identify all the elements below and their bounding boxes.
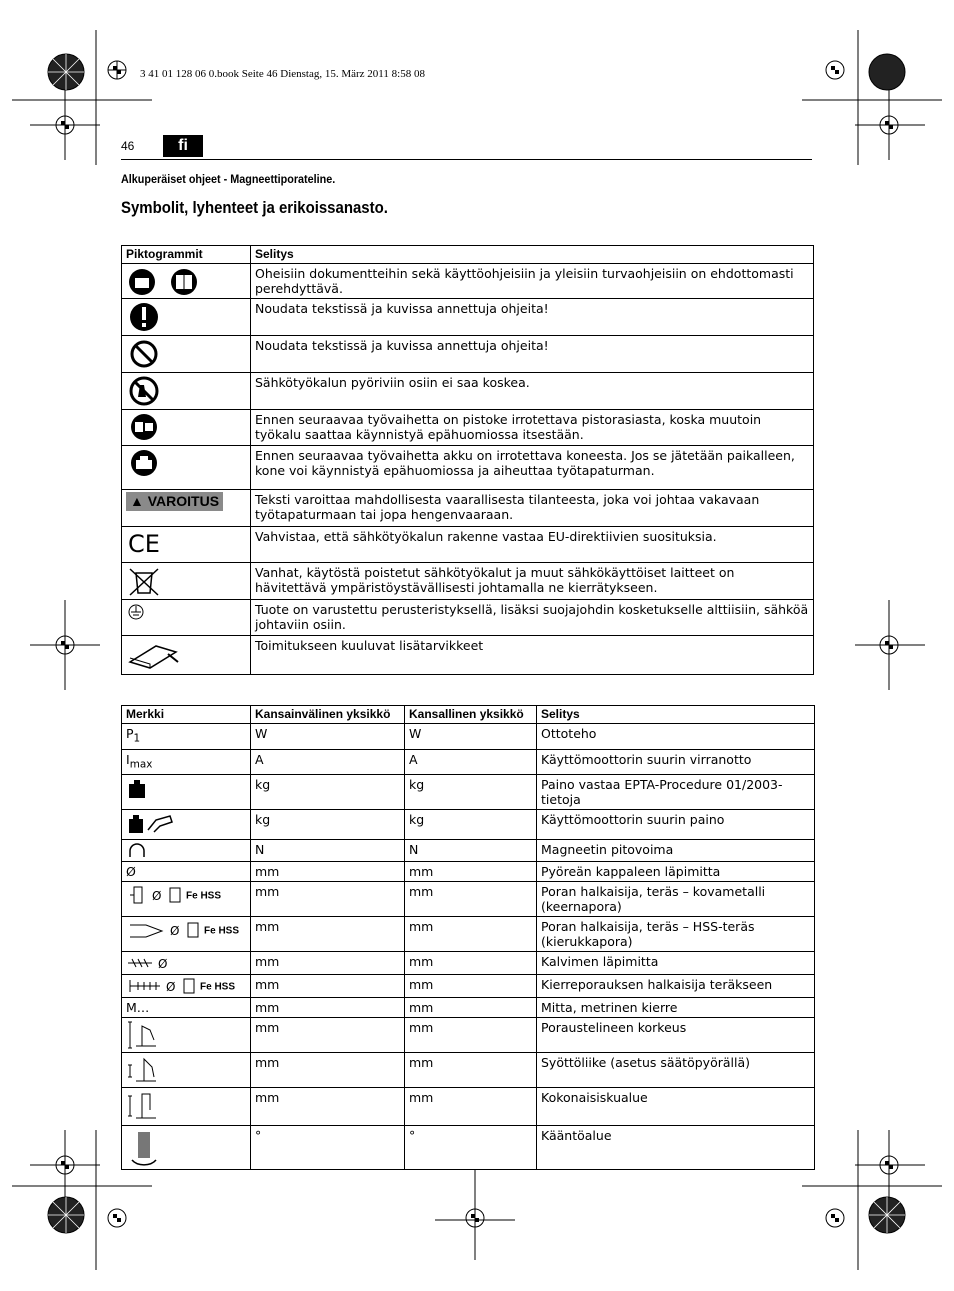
- table-row: [122, 1053, 815, 1088]
- natl-unit-cell: mm: [405, 975, 537, 998]
- description-cell: Kierreporauksen halkaisija teräkseen: [537, 975, 815, 998]
- table-row: [122, 410, 814, 446]
- reamer-icon: [126, 954, 174, 972]
- description-cell: Teksti varoittaa mahdollisesta vaarallisesta tilanteesta, joka voi johtaa vakavaan työtapaturmaan tai jopa hengenvaaraan.: [251, 490, 814, 527]
- description-cell: Paino vastaa EPTA-Procedure 01/2003-tietoja: [537, 775, 815, 810]
- table-header-row: [122, 706, 815, 724]
- description-cell: Ennen seuraavaa työvaihetta akku on irrotettava koneesta. Jos se jätetään paikalleen, kone voi käynnistyä epähuomiossa ja aiheuttaa työtapaturman.: [251, 446, 814, 490]
- feed-travel-icon: [126, 1055, 162, 1085]
- table-row: [122, 975, 815, 998]
- intl-unit-cell: mm: [251, 862, 405, 882]
- description-cell: Mitta, metrinen kierre: [537, 998, 815, 1018]
- description-cell: Vanhat, käytöstä poistetut sähkötyökalut ja muut sähkökäyttöiset laitteet on hävitettävä ympäristöystävällisesti johtamalla ne kierrätykseen.: [251, 563, 814, 600]
- intl-unit-cell: W: [251, 724, 405, 750]
- natl-unit-cell: mm: [405, 1053, 537, 1088]
- table-row: [122, 600, 814, 636]
- warning-triangle-icon: ▲: [130, 493, 144, 509]
- intl-unit-cell: A: [251, 749, 405, 775]
- table-row: [122, 840, 815, 862]
- table-row: [122, 998, 815, 1018]
- intl-unit-cell: mm: [251, 1018, 405, 1053]
- table-row: [122, 749, 815, 775]
- swivel-range-icon: [126, 1128, 162, 1166]
- book-file-line: 3 41 01 128 06 0.book Seite 46 Dienstag, 15. März 2011 8:58 08: [140, 68, 425, 80]
- header-rule: [121, 159, 812, 160]
- natl-unit-cell: mm: [405, 1088, 537, 1126]
- intl-unit-cell: mm: [251, 975, 405, 998]
- description-cell: Poran halkaisija, teräs – kovametalli (keernapora): [537, 882, 815, 917]
- svg-text:Ø: Ø: [166, 980, 176, 994]
- table-row: [122, 810, 815, 840]
- natl-unit-cell: A: [405, 749, 537, 775]
- language-tab: fi: [163, 135, 203, 157]
- column-header: Selitys: [537, 706, 815, 724]
- read-manual-icons: [126, 266, 226, 296]
- table-row: [122, 373, 814, 410]
- intl-unit-cell: °: [251, 1126, 405, 1170]
- symbol-cell: Ø: [122, 862, 251, 882]
- units-table: [121, 705, 815, 1170]
- ground-icon: [126, 602, 150, 622]
- description-cell: Syöttöliike (asetus säätöpyörällä): [537, 1053, 815, 1088]
- intl-unit-cell: kg: [251, 775, 405, 810]
- intl-unit-cell: mm: [251, 882, 405, 917]
- subscript: 1: [133, 732, 141, 745]
- table-header-row: [122, 246, 814, 264]
- table-row: [122, 952, 815, 975]
- column-header: Kansainvälinen yksikkö: [251, 706, 405, 724]
- column-header: Selitys: [251, 246, 814, 264]
- weight-motor-icon: [126, 812, 176, 834]
- intl-unit-cell: mm: [251, 1088, 405, 1126]
- description-cell: Käyttömoottorin suurin paino: [537, 810, 815, 840]
- description-cell: Noudata tekstissä ja kuvissa annettuja ohjeita!: [251, 336, 814, 373]
- description-cell: Kalvimen läpimitta: [537, 952, 815, 975]
- pictogram-table: [121, 245, 814, 675]
- table-row: [122, 299, 814, 336]
- table-row: [122, 724, 815, 750]
- table-row: [122, 490, 814, 527]
- natl-unit-cell: W: [405, 724, 537, 750]
- accessory-case-icon: [126, 638, 186, 672]
- table-row: [122, 882, 815, 917]
- table-row: [122, 862, 815, 882]
- material-label: Fe HSS: [204, 925, 240, 937]
- symbol-cell: $P_1$: [122, 724, 251, 750]
- column-header: Piktogrammit: [122, 246, 251, 264]
- table-row: [122, 446, 814, 490]
- description-cell: Tuote on varustettu perusteristyksellä, lisäksi suojajohdin kosketukselle alttiisiin, sähköä johtaviin osiin.: [251, 600, 814, 636]
- unplug-icon: [126, 412, 166, 442]
- svg-text:Ø: Ø: [158, 957, 168, 971]
- exclamation-icon: [126, 301, 166, 333]
- table-row: [122, 636, 814, 675]
- table-row: [122, 1088, 815, 1126]
- natl-unit-cell: mm: [405, 882, 537, 917]
- description-cell: Toimitukseen kuuluvat lisätarvikkeet: [251, 636, 814, 675]
- prohibition-icon: [126, 338, 166, 370]
- description-cell: Ottoteho: [537, 724, 815, 750]
- description-cell: Poraustelineen korkeus: [537, 1018, 815, 1053]
- symbol-cell: M…: [122, 998, 251, 1018]
- material-label: Fe HSS: [186, 890, 222, 902]
- description-cell: Kokonaisiskualue: [537, 1088, 815, 1126]
- ce-mark-icon: [126, 529, 166, 557]
- natl-unit-cell: kg: [405, 810, 537, 840]
- column-header: Merkki: [122, 706, 251, 724]
- table-row: [122, 917, 815, 952]
- natl-unit-cell: mm: [405, 952, 537, 975]
- svg-text:CE: CE: [128, 530, 160, 557]
- column-header: Kansallinen yksikkö: [405, 706, 537, 724]
- section-title: Symbolit, lyhenteet ja erikoissanasto.: [121, 198, 388, 217]
- symbol-cell: $I_{max}$: [122, 749, 251, 775]
- description-cell: Kääntöalue: [537, 1126, 815, 1170]
- table-row: [122, 563, 814, 600]
- description-cell: Ennen seuraavaa työvaihetta on pistoke irrotettava pistorasiasta, koska muutoin työkalu saattaa käynnistyä epähuomiossa itsestään.: [251, 410, 814, 446]
- table-row: [122, 1126, 815, 1170]
- total-stroke-icon: [126, 1090, 162, 1122]
- table-row: [122, 775, 815, 810]
- intl-unit-cell: N: [251, 840, 405, 862]
- subscript: max: [129, 758, 153, 770]
- description-cell: Poran halkaisija, teräs – HSS-teräs (kierukkapora): [537, 917, 815, 952]
- description-cell: Pyöreän kappaleen läpimitta: [537, 862, 815, 882]
- table-row: [122, 1018, 815, 1053]
- natl-unit-cell: °: [405, 1126, 537, 1170]
- warning-label-icon: [126, 492, 223, 511]
- document-subtitle: Alkuperäiset ohjeet - Magneettiporateline.: [121, 172, 336, 186]
- natl-unit-cell: N: [405, 840, 537, 862]
- natl-unit-cell: mm: [405, 1018, 537, 1053]
- description-cell: Oheisiin dokumentteihin sekä käyttöohjeisiin ja yleisiin turvaohjeisiin on ehdottomasti perehdyttävä.: [251, 264, 814, 299]
- intl-unit-cell: mm: [251, 998, 405, 1018]
- description-cell: Vahvistaa, että sähkötyökalun rakenne vastaa EU-direktiivien suosituksia.: [251, 527, 814, 563]
- intl-unit-cell: kg: [251, 810, 405, 840]
- intl-unit-cell: mm: [251, 1053, 405, 1088]
- description-cell: Magneetin pitovoima: [537, 840, 815, 862]
- page-number: 46: [121, 139, 135, 153]
- core-drill-icon: [126, 884, 186, 906]
- description-cell: Käyttömoottorin suurin virranotto: [537, 749, 815, 775]
- svg-text:Ø: Ø: [152, 889, 162, 903]
- weight-icon: [126, 777, 148, 799]
- stand-height-icon: [126, 1020, 162, 1050]
- tap-icon: [126, 977, 200, 995]
- description-cell: Sähkötyökalun pyöriviin osiin ei saa koskea.: [251, 373, 814, 410]
- twist-drill-icon: [126, 919, 204, 941]
- natl-unit-cell: mm: [405, 862, 537, 882]
- natl-unit-cell: mm: [405, 998, 537, 1018]
- natl-unit-cell: mm: [405, 917, 537, 952]
- svg-text:Ø: Ø: [170, 924, 180, 938]
- intl-unit-cell: mm: [251, 952, 405, 975]
- warning-label: VAROITUS: [147, 493, 220, 509]
- remove-battery-icon: [126, 448, 166, 478]
- do-not-touch-icon: [126, 375, 166, 407]
- pictogram-cell: [122, 264, 251, 299]
- crossed-bin-icon: [126, 565, 166, 597]
- description-cell: Noudata tekstissä ja kuvissa annettuja ohjeita!: [251, 299, 814, 336]
- table-row: [122, 264, 814, 299]
- table-row: [122, 336, 814, 373]
- table-row: [122, 527, 814, 563]
- intl-unit-cell: mm: [251, 917, 405, 952]
- magnet-icon: [126, 843, 148, 859]
- natl-unit-cell: kg: [405, 775, 537, 810]
- material-label: Fe HSS: [200, 981, 236, 993]
